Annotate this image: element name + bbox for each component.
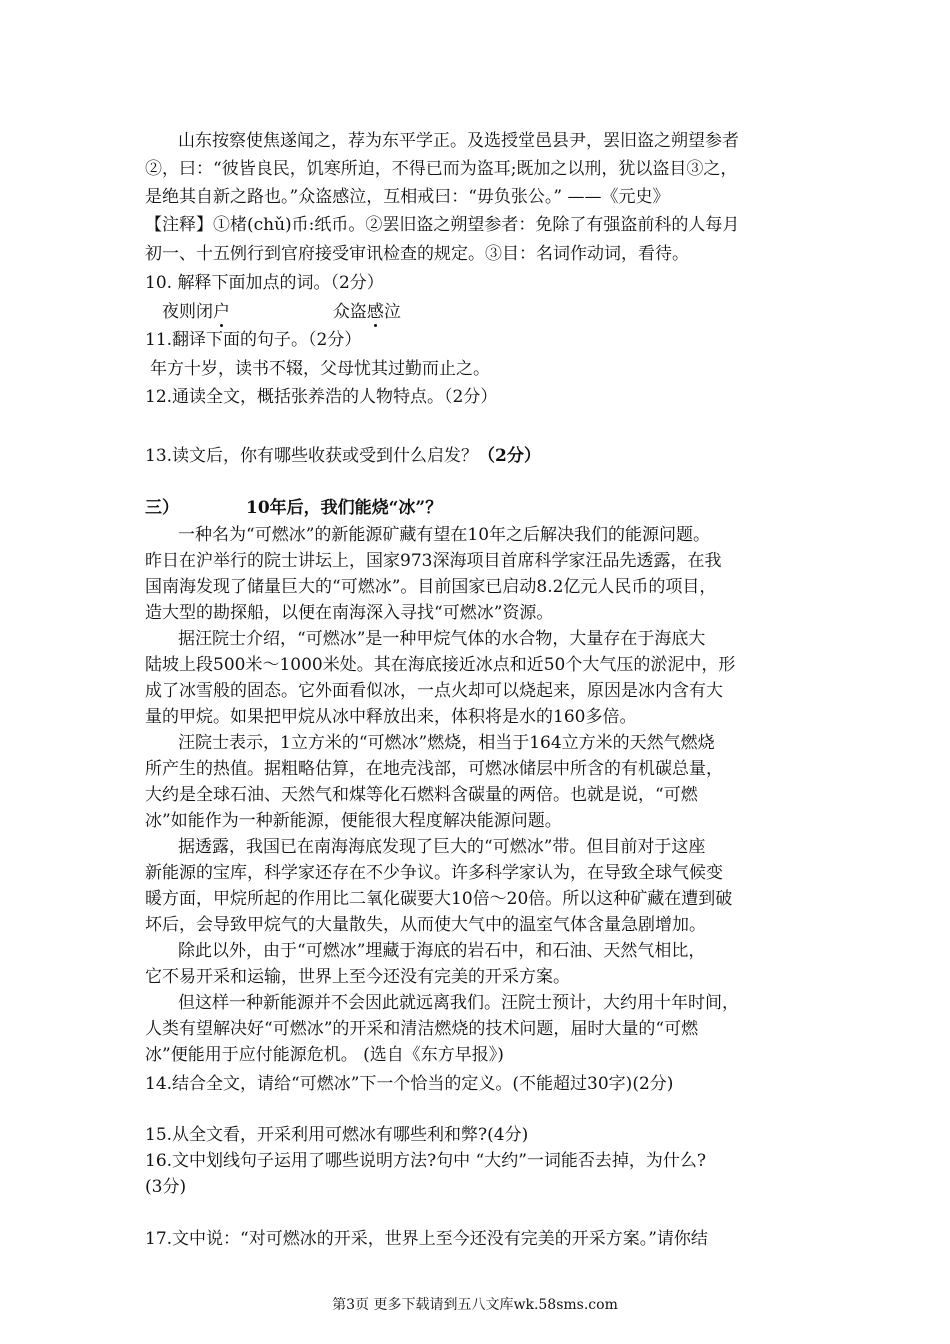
- section3-line-10: 所产生的热值。据粗略估算，在地壳浅部，可燃冰储层中所含的有机碳总量，: [145, 759, 723, 779]
- q13-score: （2分）: [478, 446, 541, 466]
- section3-line-11: 大约是全球石油、天然气和煤等化石燃料含碳量的两倍。也就是说，“可燃: [145, 785, 698, 805]
- annotation-line-1: 【注释】①楮(chǔ)币:纸币。②罢旧盗之朔望参者：免除了有强盗前科的人每月: [145, 215, 740, 235]
- section3-line-4: 造大型的勘探船，以便在南海深入寻找“可燃冰”资源。: [145, 603, 554, 623]
- section3-line-17: 除此以外，由于“可燃冰”埋藏于海底的岩石中，和石油、天然气相比，: [178, 941, 706, 961]
- q10-words: [162, 300, 401, 324]
- section3-line-19: 但这样一种新能源并不会因此就远离我们。汪院士预计，大约用十年时间，: [178, 993, 739, 1013]
- section3-line-6: 陆坡上段500米～1000米处。其在海底接近冰点和近50个大气压的淤泥中，形: [145, 655, 736, 675]
- emphasis-dot-char: 感: [366, 302, 384, 322]
- question-14: 14.结合全文，请给“可燃冰”下一个恰当的定义。(不能超过30字)(2分): [145, 1074, 674, 1094]
- q11-sentence: 年方十岁，读书不辍，父母忧其过勤而止之。: [150, 359, 490, 379]
- section3-line-14: 新能源的宝库，科学家还存在不少争议。许多科学家认为，在导致全球气候变: [145, 863, 723, 883]
- section3-line-16: 坏后，会导致甲烷气的大量散失，从而使大气中的温室气体含量急剧增加。: [145, 915, 706, 935]
- question-11: 11.翻译下面的句子。（2分）: [145, 330, 362, 350]
- question-15: 15.从全文看，开采利用可燃冰有哪些利和弊?(4分): [145, 1125, 529, 1145]
- section3-line-8: 量的甲烷。如果把甲烷从冰中释放出来，体积将是水的160多倍。: [145, 707, 637, 727]
- section3-line-9: 汪院士表示，1立方米的“可燃冰”燃烧，相当于164立方米的天然气燃烧: [178, 733, 715, 753]
- question-16-line-2: (3分): [145, 1177, 187, 1197]
- passage1-line-1: 山东按察使焦遂闻之，荐为东平学正。及选授堂邑县尹，罢旧盗之朔望参者: [178, 131, 739, 151]
- section3-line-7: 成了冰雪般的固态。它外面看似冰，一点火却可以烧起来，原因是冰内含有大: [145, 681, 723, 701]
- section3-line-18: 它不易开采和运输，世界上至今还没有完美的开采方案。: [145, 967, 570, 987]
- section3-line-2: 昨日在沪举行的院士讲坛上，国家973深海项目首席科学家汪品先透露，在我: [145, 551, 722, 571]
- section3-line-13: 据透露，我国已在南海海底发现了巨大的“可燃冰”带。但目前对于这座: [178, 837, 706, 857]
- emphasis-dot-char: 户: [213, 302, 230, 322]
- question-13: 13.读文后，你有哪些收获或受到什么启发？（2分）: [145, 446, 541, 466]
- passage1-line-2: ②，曰：“彼皆良民，饥寒所迫，不得已而为盗耳;既加之以刑，犹以盗目③之，: [145, 159, 738, 179]
- section3-line-20: 人类有望解决好“可燃冰”的开采和清洁燃烧的技术问题，届时大量的“可燃: [145, 1019, 699, 1039]
- annotation-line-2: 初一、十五例行到官府接受审讯检查的规定。③目：名词作动词，看待。: [145, 244, 689, 264]
- section3-line-5: 据汪院士介绍，“可燃冰”是一种甲烷气体的水合物，大量存在于海底大: [178, 629, 706, 649]
- q10-word2: 众盗感泣: [332, 302, 401, 322]
- passage1-line-3: 是绝其自新之路也。”众盗感泣，互相戒曰：“毋负张公。” ——《元史》: [145, 187, 670, 207]
- section3-line-1: 一种名为“可燃冰”的新能源矿藏有望在10年之后解决我们的能源问题。: [178, 525, 711, 545]
- question-12: 12.通读全文，概括张养浩的人物特点。（2分）: [145, 387, 498, 407]
- page-footer: 第3页 更多下载请到五八文库wk.58sms.com: [332, 1297, 618, 1313]
- question-17: 17.文中说：“对可燃冰的开采，世界上至今还没有完美的开采方案。”请你结: [145, 1229, 708, 1249]
- question-16-line-1: 16.文中划线句子运用了哪些说明方法?句中 “大约”一词能否去掉，为什么?: [145, 1151, 707, 1171]
- question-10: 10. 解释下面加点的词。（2分）: [145, 273, 384, 293]
- section3-line-3: 国南海发现了储量巨大的“可燃冰”。目前国家已启动8.2亿元人民币的项目，: [145, 577, 717, 597]
- section3-line-12: 冰”如能作为一种新能源，便能很大程度解决能源问题。: [145, 811, 562, 831]
- section3-line-15: 暖方面，甲烷所起的作用比二氧化碳要大10倍～20倍。所以这种矿藏在遭到破: [145, 889, 733, 909]
- section3-line-21: 冰”便能用于应付能源危机。 (选自《东方早报》): [145, 1045, 504, 1065]
- section-3-number: 三）: [145, 498, 179, 518]
- q10-word1: 夜则闭户: [162, 302, 230, 322]
- section-3-title: 10年后，我们能烧“冰”？: [246, 498, 443, 518]
